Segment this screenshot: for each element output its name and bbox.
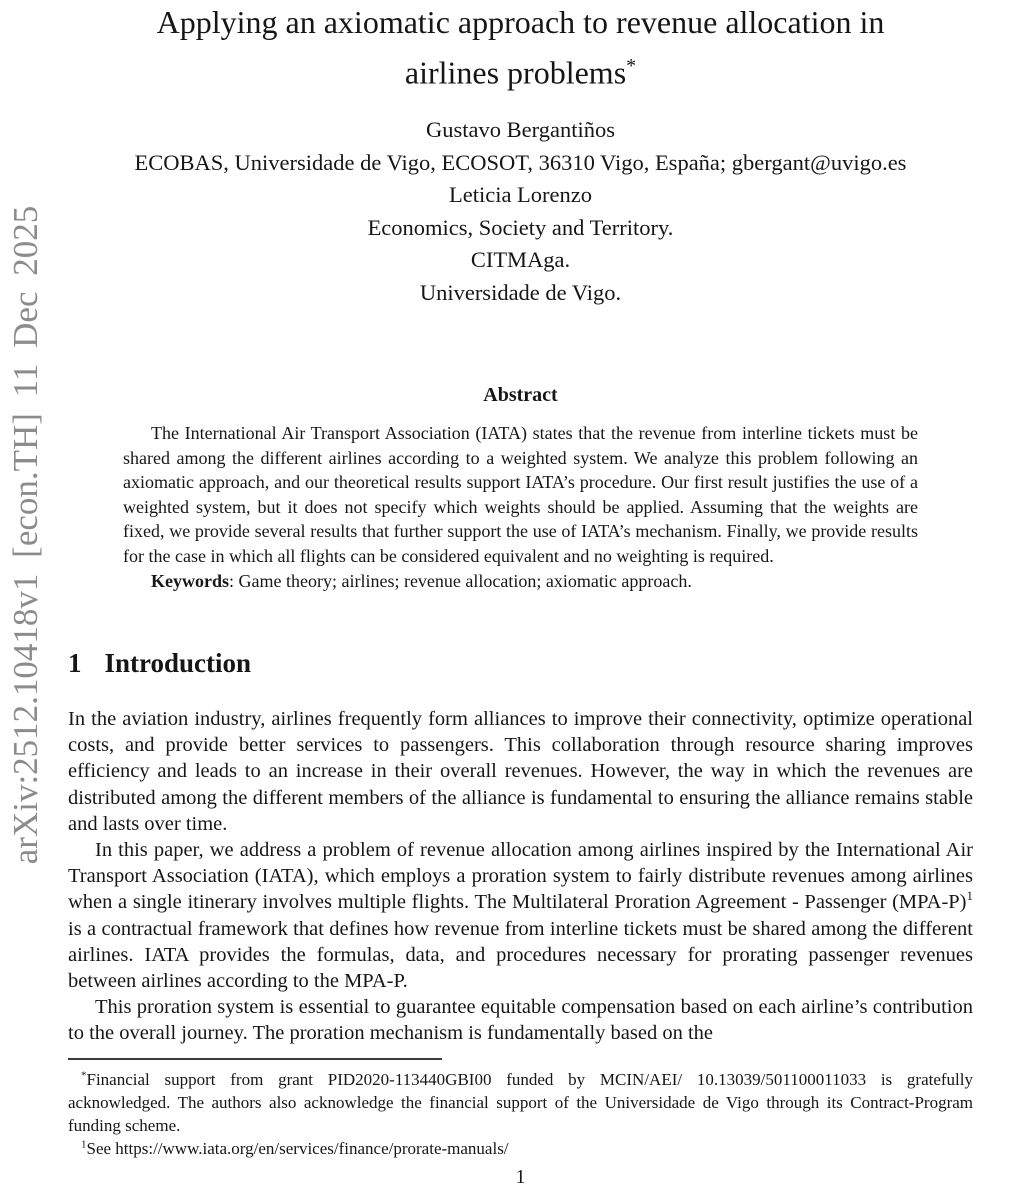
- authors-block: [48, 114, 993, 310]
- abstract-section: [123, 384, 918, 593]
- footnote-reference-1: 1: [966, 888, 973, 904]
- footnote-star-text: Financial support from grant PID2020-113440GBI00 funded by MCIN/AEI/ 10.13039/501100011033 is gratefully acknowledged. The authors also acknowledge the financial support of the Universidade de Vigo through its Contract-Program funding scheme.: [68, 1070, 973, 1135]
- footnote-star-marker: *: [81, 1069, 87, 1082]
- author-affiliation: CITMAga.: [470, 247, 571, 273]
- paper-title-line1: Applying an axiomatic approach to revenue allocation in: [156, 4, 885, 40]
- section-heading-introduction: [68, 648, 973, 679]
- title-footnote-marker: *: [626, 55, 637, 77]
- author-affiliation-email: ECOBAS, Universidade de Vigo, ECOSOT, 36310 Vigo, España; gbergant@uvigo.es: [134, 149, 907, 175]
- intro-paragraph-2: [68, 837, 973, 994]
- keywords-label: Keywords: [151, 570, 229, 591]
- intro-paragraph-2-text-cont: is a contractual framework that defines how revenue from interline tickets must be shared among the different airlines. IATA provides the formulas, data, and procedures necessary for prorating passenger revenues between airlines according to the MPA-P.: [68, 917, 973, 993]
- author-affiliation: Economics, Society and Territory.: [367, 214, 674, 240]
- author-name: Leticia Lorenzo: [448, 182, 593, 208]
- paper-title: [68, 0, 973, 95]
- paper-content: [68, 0, 973, 1200]
- author-name: Gustavo Bergantiños: [426, 117, 615, 142]
- page-number: 1: [515, 1166, 526, 1188]
- footnote-star: [68, 1068, 973, 1137]
- paper-title-line2: [68, 44, 973, 95]
- section-number: 1: [68, 648, 82, 678]
- keywords-line: [123, 569, 918, 594]
- footnote-rule: [68, 1058, 442, 1060]
- intro-paragraph-2-text: In this paper, we address a problem of revenue allocation among airlines inspired by the International Air Transport Association (IATA), which employs a proration system to fairly distribute revenues among airlines when a single itinerary involves multiple flights. The Multilateral Proration Agreement - Passenger (MPA-P): [68, 839, 973, 914]
- intro-paragraph-1: In the aviation industry, airlines frequently form alliances to improve their connectivity, optimize operational costs, and provide better services to passengers. This collaboration through resource sharing improves efficiency and leads to an increase in their overall revenues. However, the way in which the revenues are distributed among the different members of the alliance is fundamental to ensuring the alliance remains stable and lasts over time.: [68, 708, 973, 835]
- abstract-text: The International Air Transport Association (IATA) states that the revenue from interline tickets must be shared among the different airlines according to a weighted system. We analyze this problem following an axiomatic approach, and our theoretical results support IATA’s procedure. Our first result justifies the use of a weighted system, but it does not specify which weights should be applied. Assuming that the weights are fixed, we provide several results that further support the use of IATA’s mechanism. Finally, we provide results for the case in which all flights can be considered equivalent and no weighting is required.: [123, 423, 918, 566]
- section-title: Introduction: [104, 648, 252, 678]
- arxiv-watermark: arXiv:2512.10418v1 [econ.TH] 11 Dec 2025: [6, 205, 45, 865]
- footnote-1-text: See https://www.iata.org/en/services/finance/prorate-manuals/: [86, 1139, 509, 1158]
- author-affiliation: Universidade de Vigo.: [419, 279, 622, 305]
- intro-paragraph-3: This proration system is essential to guarantee equitable compensation based on each airline’s contribution to the overall journey. The proration mechanism is fundamentally based on the: [68, 996, 973, 1045]
- abstract-heading: Abstract: [483, 384, 558, 406]
- footnote-1-marker: 1: [81, 1138, 87, 1151]
- paper-title-line2-text: airlines problems: [404, 54, 627, 91]
- footnote-1: [68, 1137, 973, 1160]
- introduction-body: [68, 706, 973, 1047]
- keywords-text: : Game theory; airlines; revenue allocation; axiomatic approach.: [229, 570, 692, 591]
- footnotes: [68, 1068, 973, 1160]
